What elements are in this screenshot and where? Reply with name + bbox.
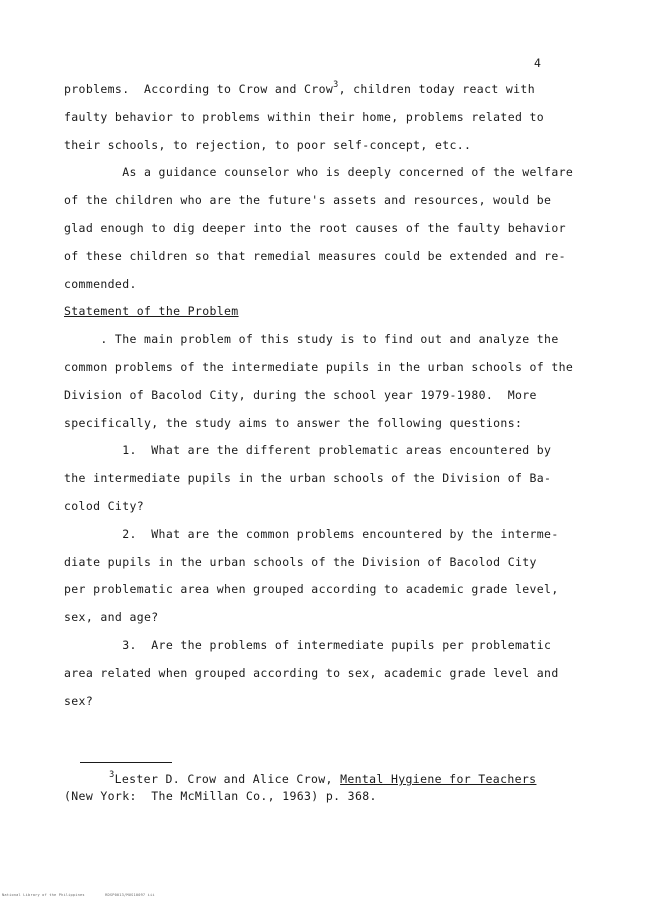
- text-line: [64, 416, 522, 430]
- text-line-content: common problems of the intermediate pupils in the urban schools of the: [64, 360, 574, 374]
- text-line: [64, 499, 144, 513]
- text-line-content: area related when grouped according to sex, academic grade level and: [64, 665, 559, 680]
- text-line: [64, 555, 537, 569]
- footnote-book-title: Mental Hygiene for Teachers: [340, 772, 537, 786]
- text-line-content: faulty behavior to problems within their home, problems related to: [64, 109, 545, 124]
- text-line: [64, 694, 93, 708]
- text-line-content: Division of Bacolod City, during the school year 1979-1980. More: [64, 387, 537, 402]
- text-line: [64, 138, 471, 152]
- text-line: [64, 110, 544, 124]
- footnote-line-1: [80, 772, 536, 786]
- citation-marker: 3: [333, 80, 339, 90]
- section-heading-text: Statement of the Problem: [64, 304, 239, 319]
- text-line: [64, 82, 535, 96]
- text-line: [64, 388, 537, 402]
- text-line-content: specifically, the study aims to answer the following questions:: [64, 415, 523, 430]
- footnote-divider: [80, 762, 172, 763]
- text-line-content: commended.: [64, 276, 137, 291]
- text-line-content: colod City?: [64, 499, 145, 513]
- text-line-content: glad enough to dig deeper into the root causes of the faulty behavior: [64, 221, 566, 235]
- text-line: [64, 443, 551, 457]
- scan-footer: [2, 893, 173, 897]
- text-line-content: sex, and age?: [64, 610, 159, 625]
- section-heading: [64, 304, 239, 318]
- text-line-content: of the children who are the future's assets and resources, would be: [64, 193, 552, 208]
- text-line: [64, 638, 551, 652]
- text-line: [64, 666, 559, 680]
- text-line: [64, 277, 137, 291]
- page-number: 4: [534, 56, 541, 70]
- text-line: [64, 193, 551, 207]
- text-line-content: the intermediate pupils in the urban schools of the Division of Ba-: [64, 471, 552, 486]
- text-line-content: . The main problem of this study is to find out and analyze the: [64, 332, 559, 347]
- text-line: [64, 332, 559, 346]
- text-line-content: 1. What are the different problematic areas encountered by: [64, 443, 552, 458]
- footnote-marker: 3: [109, 770, 115, 780]
- scan-footer-left: National Library of the Philippines: [2, 893, 85, 897]
- text-line-content: As a guidance counselor who is deeply concerned of the welfare: [64, 165, 574, 180]
- text-line-continuation: , children today react with: [338, 82, 535, 96]
- text-line: [64, 471, 551, 485]
- text-line-content: diate pupils in the urban schools of the Division of Bacolod City: [64, 554, 537, 569]
- text-line-content: 3. Are the problems of intermediate pupils per problematic: [64, 638, 552, 652]
- text-line: [64, 165, 573, 179]
- text-line-content: of these children so that remedial measures could be extended and re-: [64, 248, 566, 263]
- text-line: [64, 221, 566, 235]
- text-line: [64, 582, 559, 596]
- text-line-content: their schools, to rejection, to poor self-concept, etc..: [64, 137, 472, 152]
- text-line-content: per problematic area when grouped according to academic grade level,: [64, 582, 559, 597]
- text-line: [64, 360, 573, 374]
- text-line: [64, 249, 566, 263]
- text-line: [64, 527, 559, 541]
- footnote-line-2: (New York: The McMillan Co., 1963) p. 368.: [64, 789, 377, 803]
- scan-footer-right: RDSP0013/MUS10097 iii: [105, 893, 155, 897]
- text-line-content: sex?: [64, 693, 94, 708]
- footnote-authors: Lester D. Crow and Alice Crow,: [114, 772, 341, 786]
- text-line: [64, 610, 159, 624]
- text-line-content: problems. According to Crow and Crow: [64, 82, 334, 96]
- text-line-content: 2. What are the common problems encountered by the interme-: [64, 526, 559, 541]
